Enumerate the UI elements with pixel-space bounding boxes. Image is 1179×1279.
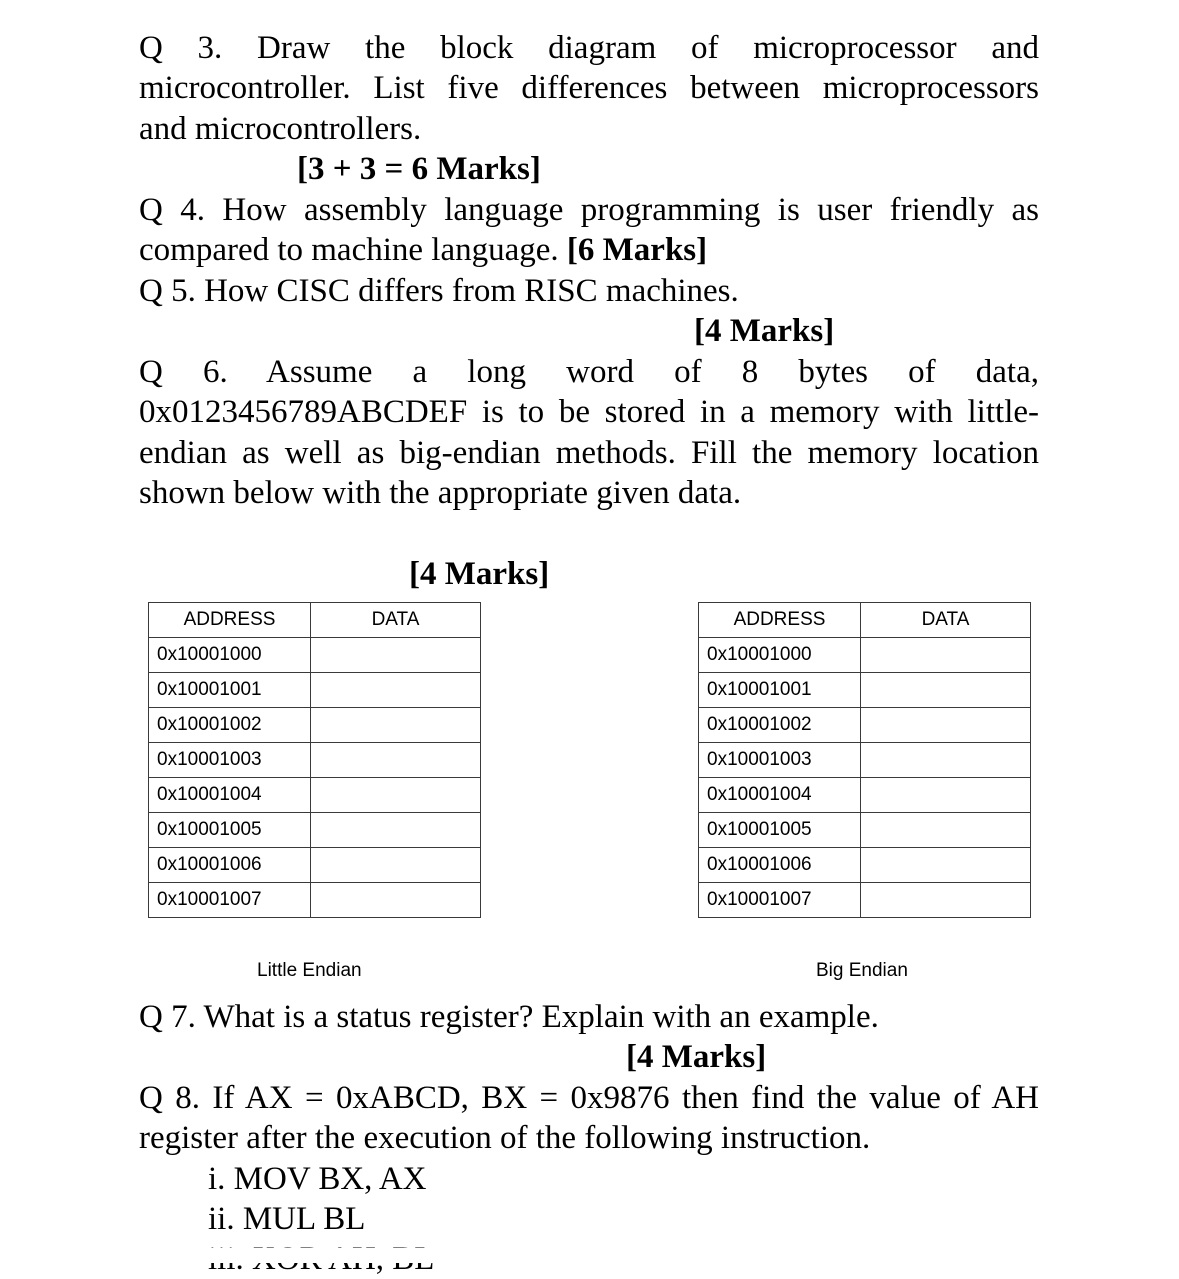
big-endian-caption: Big Endian	[816, 960, 908, 981]
address-cell: 0x10001001	[149, 673, 311, 708]
table-row	[699, 638, 1031, 673]
address-cell: 0x10001006	[699, 848, 861, 883]
data-cell[interactable]	[861, 883, 1031, 918]
data-cell[interactable]	[861, 778, 1031, 813]
table-header-row	[699, 603, 1031, 638]
table-row	[149, 638, 481, 673]
data-cell[interactable]	[311, 638, 481, 673]
q5-marks: [4 Marks]	[694, 313, 835, 349]
address-cell: 0x10001002	[149, 708, 311, 743]
q3-marks: [3 + 3 = 6 Marks]	[297, 151, 541, 187]
address-header: ADDRESS	[699, 603, 861, 638]
address-cell: 0x10001004	[699, 778, 861, 813]
address-cell: 0x10001007	[699, 883, 861, 918]
table-row	[699, 673, 1031, 708]
q6-marks: [4 Marks]	[409, 556, 550, 592]
q6-line-4: shown below with the appropriate given data.	[139, 475, 742, 511]
q7-marks: [4 Marks]	[626, 1039, 767, 1075]
data-cell[interactable]	[311, 883, 481, 918]
q5-line-1: Q 5. How CISC differs from RISC machines.	[139, 273, 739, 309]
q3-line-3: and microcontrollers.	[139, 111, 422, 147]
data-cell[interactable]	[311, 848, 481, 883]
data-header: DATA	[861, 603, 1031, 638]
big-endian-table	[698, 602, 1031, 918]
table-row	[149, 743, 481, 778]
table-row	[149, 708, 481, 743]
address-cell: 0x10001003	[149, 743, 311, 778]
address-cell: 0x10001005	[149, 813, 311, 848]
address-cell: 0x10001003	[699, 743, 861, 778]
table-row	[149, 813, 481, 848]
q8-line-1: Q 8. If AX = 0xABCD, BX = 0x9876 then find the value of AH	[139, 1080, 1039, 1116]
q7-line-1: Q 7. What is a status register? Explain with an example.	[139, 999, 879, 1035]
data-cell[interactable]	[311, 778, 481, 813]
data-cell[interactable]	[861, 813, 1031, 848]
q8-line-2: register after the execution of the following instruction.	[139, 1120, 871, 1156]
data-cell[interactable]	[311, 813, 481, 848]
q6-line-2: 0x0123456789ABCDEF is to be stored in a memory with little-	[139, 394, 1039, 430]
q4-line-2	[139, 230, 707, 270]
little-endian-caption: Little Endian	[257, 960, 362, 981]
data-cell[interactable]	[311, 708, 481, 743]
table-row	[699, 778, 1031, 813]
address-cell: 0x10001007	[149, 883, 311, 918]
address-cell: 0x10001000	[699, 638, 861, 673]
data-cell[interactable]	[311, 743, 481, 778]
q8-instruction-1: i. MOV BX, AX	[208, 1161, 427, 1197]
table-row	[699, 883, 1031, 918]
address-cell: 0x10001005	[699, 813, 861, 848]
data-cell[interactable]	[861, 848, 1031, 883]
address-cell: 0x10001006	[149, 848, 311, 883]
table-row	[149, 778, 481, 813]
q4-line-1: Q 4. How assembly language programming is user friendly as	[139, 192, 1039, 228]
q4-marks: [6 Marks]	[566, 232, 708, 268]
data-cell[interactable]	[861, 708, 1031, 743]
data-cell[interactable]	[861, 673, 1031, 708]
table-row	[699, 743, 1031, 778]
table-row	[149, 848, 481, 883]
data-header: DATA	[311, 603, 481, 638]
address-cell: 0x10001001	[699, 673, 861, 708]
table-row	[699, 708, 1031, 743]
table-row	[699, 848, 1031, 883]
data-cell[interactable]	[861, 638, 1031, 673]
q6-line-3: endian as well as big-endian methods. Fill the memory location	[139, 435, 1039, 471]
q8-instruction-2: ii. MUL BL	[208, 1201, 366, 1237]
table-row	[149, 673, 481, 708]
data-cell[interactable]	[311, 673, 481, 708]
address-cell: 0x10001000	[149, 638, 311, 673]
q3-line-1: Q 3. Draw the block diagram of microprocessor and	[139, 30, 1039, 66]
q6-line-1: Q 6. Assume a long word of 8 bytes of data,	[139, 354, 1039, 390]
address-cell: 0x10001002	[699, 708, 861, 743]
data-cell[interactable]	[861, 743, 1031, 778]
address-header: ADDRESS	[149, 603, 311, 638]
page-bottom-crop	[0, 1248, 1179, 1263]
q4-line-2-text: compared to machine language.	[139, 232, 559, 268]
q3-line-2: microcontroller. List five differences between microprocessors	[139, 70, 1039, 106]
address-cell: 0x10001004	[149, 778, 311, 813]
table-header-row	[149, 603, 481, 638]
table-row	[699, 813, 1031, 848]
little-endian-table	[148, 602, 481, 918]
table-row	[149, 883, 481, 918]
